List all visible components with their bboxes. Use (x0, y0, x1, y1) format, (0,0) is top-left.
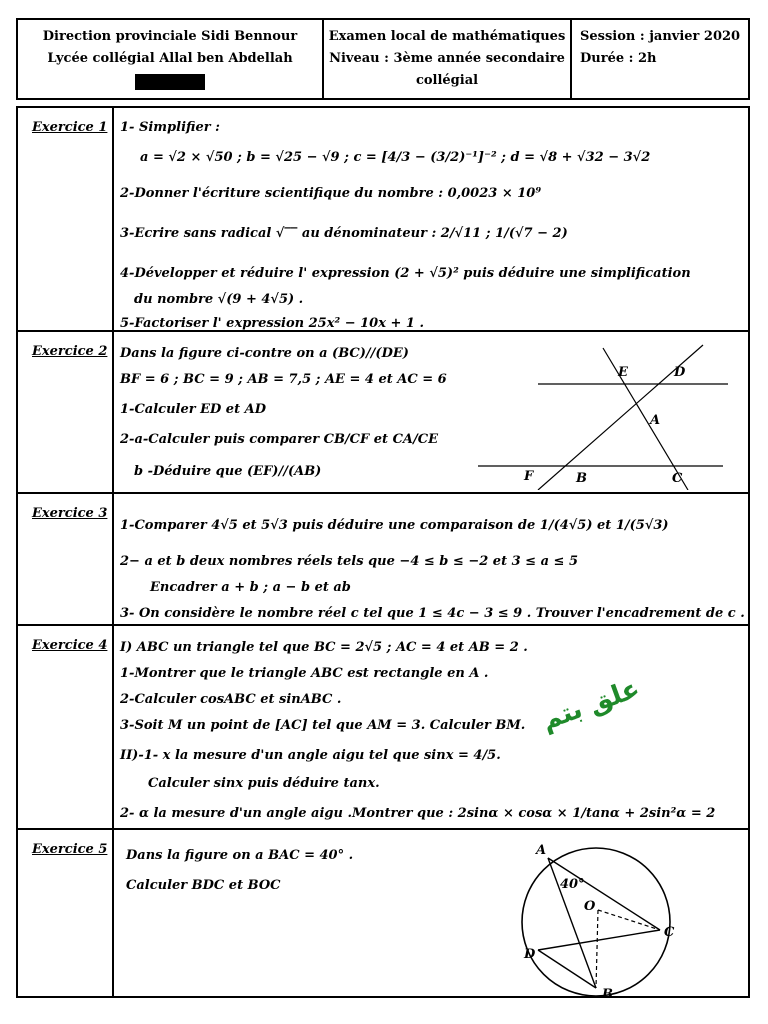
ex4-line: 3-Soit M un point de [AC] tel que AM = 3. Calculer BM. (120, 718, 526, 733)
fig-label-B: B (576, 471, 587, 486)
circle-label-B: B (602, 987, 613, 998)
ex1-line: a = √2 × √50 ; b = √25 − √9 ; c = [4/3 − (3/2)⁻¹]⁻² ; d = √8 + √32 − 3√2 (140, 150, 651, 165)
ex3-line: 1-Comparer 4√5 et 5√3 puis déduire une comparaison de 1/(4√5) et 1/(5√3) (120, 518, 669, 533)
header-school: Lycée collégial Allal ben Abdellah (47, 51, 293, 66)
ex1-line: 4-Développer et réduire l' expression (2 + √5)² puis déduire une simplification (120, 266, 691, 281)
header-session-cell (572, 20, 748, 98)
exercise-4-label: Exercice 4 (18, 626, 114, 828)
circle-label-C: C (664, 925, 675, 940)
ex4-line: Calculer sinx puis déduire tanx. (148, 776, 380, 791)
circle-label-A: A (536, 843, 547, 858)
exercise-3-label: Exercice 3 (18, 494, 114, 624)
ex1-line: 2-Donner l'écriture scientifique du nombre : 0,0023 × 10⁹ (120, 186, 542, 201)
exercise-1-body (120, 116, 742, 331)
ex4-line: 2- α la mesure d'un angle aigu .Montrer que : 2sinα × cosα × 1/tanα + 2sin²α = 2 (120, 806, 716, 821)
ex2-line: Dans la figure ci-contre on a (BC)//(DE) (120, 346, 409, 361)
exercise-3-body (120, 502, 745, 621)
header-duration: Durée : 2h (580, 51, 657, 66)
header-level-cont: collégial (415, 73, 479, 88)
ex4-line: I) ABC un triangle tel que BC = 2√5 ; AC = 4 et AB = 2 . (120, 640, 528, 655)
header-school-cell (18, 20, 324, 98)
exercise-5 (16, 828, 750, 998)
header-direction: Direction provinciale Sidi Bennour (42, 29, 298, 44)
ex1-line: du nombre √(9 + 4√5) . (134, 292, 304, 307)
ex5-line: Dans la figure on a BAC = 40° . (126, 848, 354, 863)
exercise-4-body (120, 634, 742, 824)
fig-label-A: A (650, 413, 661, 428)
exercise-4 (16, 624, 750, 830)
exam-header (16, 18, 750, 100)
circle-label-angle: 40° (560, 877, 585, 892)
exercise-3 (16, 492, 750, 626)
circle-label-D: D (524, 947, 536, 962)
fig-label-E: E (618, 365, 628, 380)
watermark-stamp: علق بتم (537, 673, 644, 737)
ex4-line: 1-Montrer que le triangle ABC est rectangle en A . (120, 666, 489, 681)
header-session: Session : janvier 2020 (580, 29, 741, 44)
exam-page (16, 18, 750, 998)
ex1-line: 1- Simplifier : (120, 120, 220, 135)
header-exam-title: Examen local de mathématiques (328, 29, 566, 44)
exercise-5-label: Exercice 5 (18, 830, 114, 996)
ex1-line: 5-Factoriser l' expression 25x² − 10x + 1 . (120, 316, 424, 331)
ex2-line: BF = 6 ; BC = 9 ; AB = 7,5 ; AE = 4 et AC = 6 (120, 372, 447, 387)
ex1-line: 3-Ecrire sans radical √‾‾ au dénominateur : 2/√11 ; 1/(√7 − 2) (120, 226, 568, 241)
exercise-2-label: Exercice 2 (18, 332, 114, 492)
header-level: Niveau : 3ème année secondaire (329, 51, 565, 66)
redaction-box (135, 74, 205, 90)
ex4-line: II)-1- x la mesure d'un angle aigu tel que sinx = 4/5. (120, 748, 501, 763)
circle-figure (498, 838, 698, 998)
fig-label-F: F (524, 469, 534, 484)
circle-label-O: O (584, 899, 596, 914)
ex3-line: Encadrer a + b ; a − b et ab (150, 580, 351, 595)
fig-label-C: C (672, 471, 683, 486)
thales-figure (478, 340, 738, 490)
exercise-2 (16, 330, 750, 494)
ex3-line: 3- On considère le nombre réel c tel que 1 ≤ 4c − 3 ≤ 9 . Trouver l'encadrement de c . (120, 606, 745, 621)
exercise-1 (16, 106, 750, 332)
ex5-line: Calculer BDC et BOC (126, 878, 281, 893)
ex4-line: 2-Calculer cosABC et sinABC . (120, 692, 342, 707)
fig-label-D: D (674, 365, 686, 380)
ex2-line: 2-a-Calculer puis comparer CB/CF et CA/CE (120, 432, 439, 447)
header-exam-cell (324, 20, 572, 98)
ex3-line: 2− a et b deux nombres réels tels que −4 ≤ b ≤ −2 et 3 ≤ a ≤ 5 (120, 554, 579, 569)
exercise-1-label: Exercice 1 (18, 108, 114, 330)
ex2-line: 1-Calculer ED et AD (120, 402, 266, 417)
ex2-line: b -Déduire que (EF)//(AB) (134, 464, 322, 479)
